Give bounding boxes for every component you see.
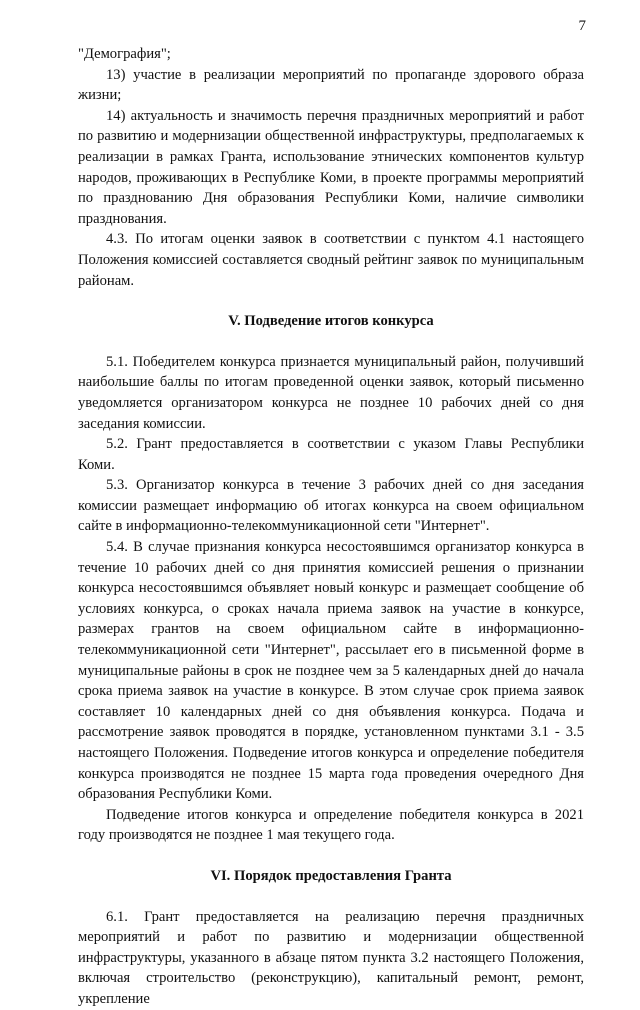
paragraph-item-13: 13) участие в реализации мероприятий по пропаганде здорового образа жизни;	[78, 66, 584, 104]
section-heading-vi: VI. Порядок предоставления Гранта	[210, 867, 452, 884]
paragraph-5-4: 5.4. В случае признания конкурса несостоявшимся организатор конкурса в течение 10 рабочих дней со дня принятия комиссией решения о признании конкурса несостоявшимся объявляет новый конкурс и размещает сообщение об условиях конкурса, о сроках начала приема заявок на участие в конкурсе, размерах грантов на своем официальном сайте в информационно-телекоммуникационной сети "Интернет", рассылает его в письменной форме в муниципальные районы в срок не позднее чем за 5 календарных дней до начала срока приема заявок на участие в конкурсе. В этом случае срок приема заявок составляет 10 календарных дней со дня объявления конкурса. Подача и рассмотрение заявок проводятся в порядке, установленном пунктами 3.1 - 3.5 настоящего Положения. Подведение итогов конкурса и определение победителя конкурса производятся не позднее 15 марта года проведения очередного Дня образования Республики Коми.	[78, 539, 584, 803]
paragraph-5-1: 5.1. Победителем конкурса признается муниципальный район, получивший наибольшие баллы по итогам проведенной оценки заявок, который письменно уведомляется организатором конкурса не позднее 10 рабочих дней со дня заседания комиссии.	[78, 353, 584, 432]
paragraph-6-1: 6.1. Грант предоставляется на реализацию перечня праздничных мероприятий и работ по развитию и модернизации общественной инфраструктуры, указанного в абзаце пятом пункта 3.2 настоящего Положения, включая строительство (реконструкцию), капитальный ремонт, ремонт, укрепление	[78, 908, 584, 1007]
page-number: 7	[578, 18, 586, 34]
paragraph-5-3: 5.3. Организатор конкурса в течение 3 рабочих дней со дня заседания комиссии размещает информацию об итогах конкурса на своем официальном сайте в информационно-телекоммуникационной сети "Интернет".	[78, 477, 584, 535]
paragraph-demography: "Демография";	[78, 46, 171, 62]
paragraph-5-2: 5.2. Грант предоставляется в соответствии с указом Главы Республики Коми.	[78, 436, 584, 473]
paragraph-4-3: 4.3. По итогам оценки заявок в соответствии с пунктом 4.1 настоящего Положения комиссией составляется сводный рейтинг заявок по муниципальным районам.	[78, 231, 584, 289]
paragraph-5-final: Подведение итогов конкурса и определение победителя конкурса в 2021 году производятся не позднее 1 мая текущего года.	[78, 806, 584, 844]
section-heading-v: V. Подведение итогов конкурса	[228, 313, 434, 330]
document-body	[78, 44, 584, 1010]
paragraph-item-14: 14) актуальность и значимость перечня праздничных мероприятий и работ по развитию и модернизации общественной инфраструктуры, предполагаемых к реализации в рамках Гранта, использование этнических компонентов культур народов, проживающих в Республике Коми, в проекте программы мероприятий по празднованию Дня образования Республики Коми, наличие символики празднования.	[78, 107, 584, 227]
